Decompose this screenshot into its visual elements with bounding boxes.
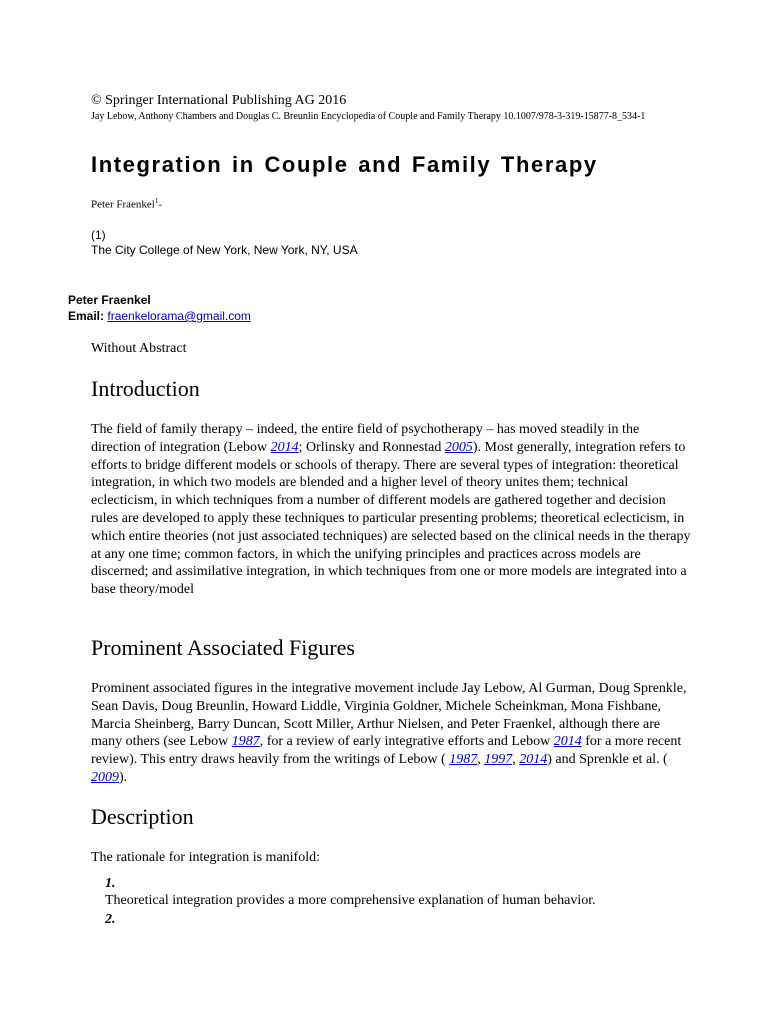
citation-link-lebow-2014[interactable]: 2014 — [519, 752, 548, 768]
intro-text-1: The field of family therapy – indeed, the entire field of psychotherapy – has moved steadily in the direction of integration (Lebow — [91, 422, 640, 455]
author-superscript: 1 — [154, 197, 159, 205]
citation-link-lebow-2014[interactable]: 2014 — [270, 439, 299, 455]
list-item-text: Theoretical integration provides a more comprehensive explanation of human behavior. — [105, 893, 596, 908]
figures-text-3: for a more recent review). This entry draws heavily from the writings of Lebow ( — [91, 734, 682, 768]
author-suffix: - — [158, 198, 163, 211]
affiliation-number: (1) — [91, 228, 106, 242]
article-title: Integration in Couple and Family Therapy — [91, 152, 598, 177]
figures-separator: , — [512, 752, 520, 768]
list-item-number: 1. — [105, 876, 116, 891]
section-heading-figures: Prominent Associated Figures — [91, 635, 355, 660]
affiliation-text: The City College of New York, New York, NY, USA — [91, 243, 358, 257]
description-intro: The rationale for integration is manifold: — [91, 850, 320, 865]
citation-link-lebow-1997[interactable]: 1997 — [484, 752, 513, 768]
citation-link-orlinsky-2005[interactable]: 2005 — [444, 439, 473, 455]
email-label: Email: — [68, 309, 105, 323]
citation-link-lebow-1987[interactable]: 1987 — [449, 752, 478, 768]
figures-paragraph — [91, 680, 691, 787]
figures-text-5: ). — [119, 769, 128, 785]
introduction-paragraph — [91, 421, 691, 599]
abstract-note: Without Abstract — [91, 341, 187, 356]
author-line — [91, 197, 162, 211]
citation-link-lebow-2014[interactable]: 2014 — [553, 734, 582, 750]
citation-link-lebow-1987[interactable]: 1987 — [231, 734, 260, 750]
author-name: Peter Fraenkel — [91, 198, 155, 211]
copyright-line: © Springer International Publishing AG 2016 — [91, 93, 347, 108]
corresponding-author-name: Peter Fraenkel — [68, 293, 151, 307]
section-heading-introduction: Introduction — [91, 376, 200, 401]
figures-text-2: , for a review of early integrative efforts and Lebow — [259, 734, 554, 750]
figures-text-1: Prominent associated figures in the integrative movement include Jay Lebow, Al Gurman, Doug Sprenkle, Sean Davis, Doug Breunlin, Howard Liddle, Virginia Goldner, Michele Scheinkman, Mona Fishbane, Marcia Sheinberg, Barry Duncan, Scott Miller, Arthur Nielsen, and Peter Fraenkel, although there are many others (see Lebow — [91, 681, 687, 750]
figures-separator: , — [477, 752, 485, 768]
citation-line: Jay Lebow, Anthony Chambers and Douglas C. Breunlin Encyclopedia of Couple and Family Therapy 10.1007/978-3-319-15877-8_534-1 — [91, 111, 646, 122]
intro-text-3: ). Most generally, integration refers to efforts to bridge different models or schools of therapy. There are several types of integration: theoretical integration, in which two models are blended and a higher level of theory unites them; technical eclecticism, in which techniques from a number of different models are gathered together and decision rules are developed to apply these techniques to particular presenting problems; theoretical eclecticism, in which entire theories (not just associated techniques) are selected based on the clinical needs in the therapy at any one time; common factors, in which the unifying principles and practices across models are discerned; and assimilative integration, in which techniques from one or more models are integrated into a base theory/model — [91, 439, 691, 598]
citation-link-sprenkle-2009[interactable]: 2009 — [91, 769, 119, 785]
figures-text-4: ) and Sprenkle et al. ( — [547, 752, 668, 768]
list-item-number: 2. — [105, 912, 116, 927]
corresponding-author-email — [68, 309, 251, 323]
section-heading-description: Description — [91, 804, 194, 829]
email-link[interactable]: fraenkelorama@gmail.com — [107, 309, 251, 323]
intro-text-2: ; Orlinsky and Ronnestad — [298, 439, 445, 455]
